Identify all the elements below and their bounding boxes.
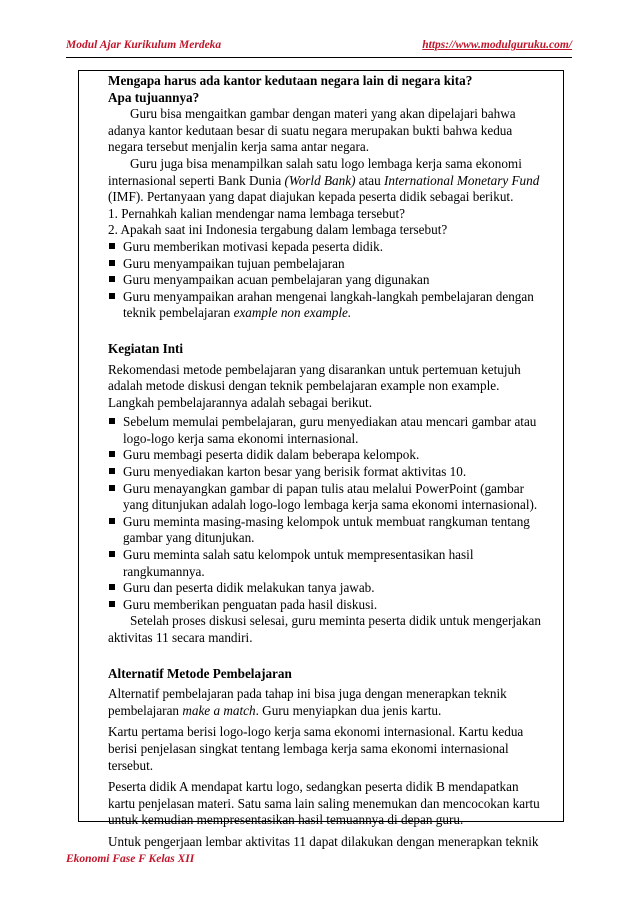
- intro-p2-text-a: Guru juga bisa menampilkan salah satu logo lembaga kerja sama ekonomi internasional seperti Bank Dunia: [108, 155, 522, 188]
- list-item: Guru dan peserta didik melakukan tanya jawab.: [108, 580, 545, 597]
- header-module-title: Modul Ajar Kurikulum Merdeka: [66, 39, 222, 51]
- content-box: [78, 70, 564, 849]
- intro-bullet-list: [108, 239, 545, 322]
- list-item: Guru menayangkan gambar di papan tulis atau melalui PowerPoint (gambar yang ditunjukan adalah logo-logo lembaga kerja sama ekonomi internasional).: [108, 481, 545, 514]
- intro-paragraph-2: [108, 156, 545, 206]
- intro-b4-technique: example non example.: [233, 305, 352, 321]
- intro-p2-text-c: atau: [355, 172, 385, 188]
- list-item: Guru memberikan penguatan pada hasil diskusi.: [108, 597, 545, 614]
- alt-paragraph-1: [108, 686, 545, 719]
- intro-p2-text-e: (IMF). Pertanyaan yang dapat diajukan kepada peserta didik sebagai berikut.: [108, 189, 514, 205]
- alt-p1-technique: make a match: [182, 702, 256, 718]
- intro-numbered-question-2: 2. Apakah saat ini Indonesia tergabung dalam lembaga tersebut?: [108, 222, 448, 238]
- inti-paragraph-1: Rekomendasi metode pembelajaran yang disarankan untuk pertemuan ketujuh adalah metode diskusi dengan teknik pembelajaran example non example. Langkah pembelajarannya adalah sebagai berikut.: [108, 361, 521, 410]
- alt-paragraph-4: Untuk pengerjaan lembar aktivitas 11 dapat dilakukan dengan menerapkan teknik: [108, 833, 539, 849]
- intro-p2-world-bank: (World Bank): [284, 172, 356, 188]
- alternatif-heading: Alternatif Metode Pembelajaran: [108, 665, 292, 681]
- list-item: Guru meminta masing-masing kelompok untuk membuat rangkuman tentang gambar yang ditunjukan.: [108, 514, 545, 547]
- kegiatan-inti-heading: Kegiatan Inti: [108, 340, 184, 356]
- alt-paragraph-2: Kartu pertama berisi logo-logo kerja sama ekonomi internasional. Kartu kedua berisi penjelasan singkat tentang lembaga kerja sama ekonomi internasional tersebut.: [108, 724, 524, 773]
- content-body: [108, 73, 545, 851]
- intro-paragraph-1: Guru bisa mengaitkan gambar dengan materi yang akan dipelajari bahwa adanya kantor kedutaan besar di suatu negara merupakan bukti bahwa kedua negara tersebut menjalin kerja sama antar negara.: [108, 106, 516, 155]
- header-divider: [66, 57, 572, 58]
- alt-p1-text-a: Alternatif pembelajaran pada tahap ini bisa juga dengan menerapkan teknik pembelajaran: [108, 686, 507, 718]
- list-item: Guru memberikan motivasi kepada peserta didik.: [108, 239, 545, 256]
- list-item: [108, 289, 545, 322]
- alt-p1-text-c: . Guru menyiapkan dua jenis kartu.: [255, 702, 442, 718]
- inti-paragraph-2: Setelah proses diskusi selesai, guru meminta peserta didik untuk mengerjakan aktivitas 11 secara mandiri.: [108, 613, 541, 645]
- inti-bullet-list: [108, 414, 545, 613]
- list-item: Guru membagi peserta didik dalam beberapa kelompok.: [108, 447, 545, 464]
- intro-b4-text: Guru menyampaikan arahan mengenai langkah-langkah pembelajaran dengan teknik pembelajaran: [123, 288, 534, 321]
- list-item: Guru menyampaikan acuan pembelajaran yang digunakan: [108, 272, 545, 289]
- intro-p2-imf-name: International Monetary Fund: [384, 172, 540, 188]
- list-item: Guru menyediakan karton besar yang berisik format aktivitas 10.: [108, 464, 545, 481]
- list-item: Guru meminta salah satu kelompok untuk mempresentasikan hasil rangkumannya.: [108, 547, 545, 580]
- list-item: Guru menyampaikan tujuan pembelajaran: [108, 256, 545, 273]
- intro-numbered-question-1: 1. Pernahkah kalian mendengar nama lembaga tersebut?: [108, 205, 405, 221]
- alt-paragraph-3: Peserta didik A mendapat kartu logo, sedangkan peserta didik B mendapatkan kartu penjelasan materi. Satu sama lain saling menemukan dan mencocokan kartu untuk kemudian mempresentasikan hasil temuannya di depan guru.: [108, 779, 540, 828]
- intro-question-1: Mengapa harus ada kantor kedutaan negara lain di negara kita?: [108, 73, 473, 88]
- intro-question-2: Apa tujuannya?: [108, 89, 200, 105]
- header-website-link[interactable]: https://www.modulguruku.com/: [422, 39, 572, 51]
- list-item: Sebelum memulai pembelajaran, guru menyediakan atau mencari gambar atau logo-logo kerja sama ekonomi internasional.: [108, 414, 545, 447]
- footer-subject-label: Ekonomi Fase F Kelas XII: [66, 853, 195, 865]
